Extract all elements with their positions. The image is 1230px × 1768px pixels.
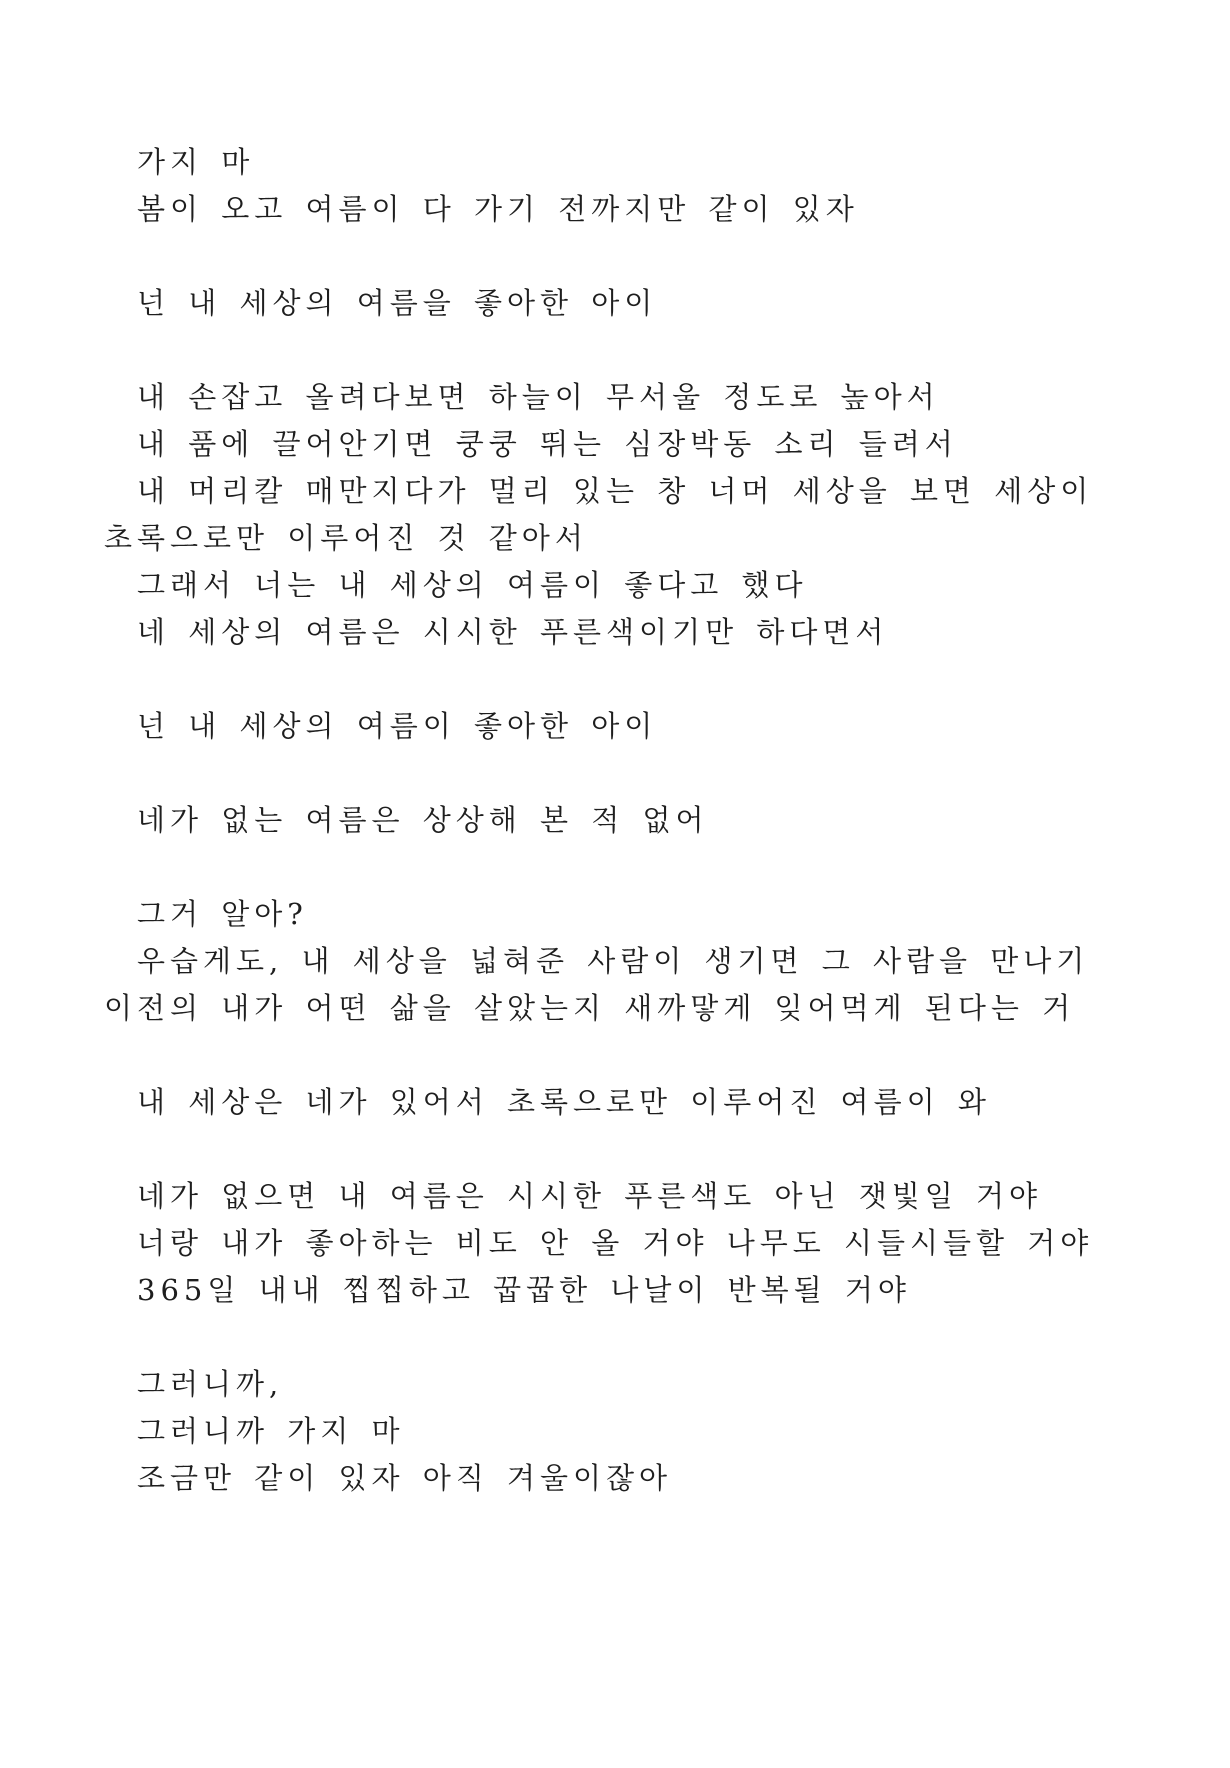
poem-line: 우습게도, 내 세상을 넓혀준 사람이 생기면 그 사람을 만나기 이전의 내가 어떤 삶을 살았는지 새까맣게 잊어먹게 된다는 거 [104, 944, 1090, 1025]
poem-line: 조금만 같이 있자 아직 겨울이잖아 [137, 1461, 673, 1495]
poem-line: 내 품에 끌어안기면 쿵쿵 뛰는 심장박동 소리 들려서 [137, 427, 958, 461]
stanza-break [104, 327, 1134, 374]
stanza-break [104, 1032, 1134, 1079]
stanza-break [104, 1126, 1134, 1173]
stanza-4 [104, 703, 1134, 750]
poem-line: 내 머리칼 매만지다가 멀리 있는 창 너머 세상을 보면 세상이 초록으로만 이루어진 것 같아서 [104, 474, 1094, 555]
stanza-1 [104, 139, 1134, 233]
poem-line: 네가 없는 여름은 상상해 본 적 없어 [137, 803, 709, 837]
poem-line: 봄이 오고 여름이 다 가기 전까지만 같이 있자 [137, 192, 859, 226]
poem-line: 그거 알아? [137, 897, 308, 931]
poem-line: 네가 없으면 내 여름은 시시한 푸른색도 아닌 잿빛일 거야 [137, 1179, 1043, 1213]
poem-line: 너랑 내가 좋아하는 비도 안 올 거야 나무도 시들시들할 거야 [137, 1226, 1094, 1260]
stanza-6 [104, 891, 1134, 1032]
stanza-break [104, 656, 1134, 703]
stanza-5 [104, 797, 1134, 844]
stanza-break [104, 1314, 1134, 1361]
poem-line: 그러니까, [137, 1367, 284, 1401]
stanza-2 [104, 280, 1134, 327]
stanza-9 [104, 1361, 1134, 1502]
stanza-7 [104, 1079, 1134, 1126]
poem-line: 내 손잡고 올려다보면 하늘이 무서울 정도로 높아서 [137, 380, 940, 414]
poem-line: 가지 마 [137, 145, 255, 179]
poem-line: 그러니까 가지 마 [137, 1414, 405, 1448]
stanza-break [104, 750, 1134, 797]
stanza-8 [104, 1173, 1134, 1314]
stanza-break [104, 844, 1134, 891]
poem-line: 네 세상의 여름은 시시한 푸른색이기만 하다면서 [137, 615, 889, 649]
poem-line: 그래서 너는 내 세상의 여름이 좋다고 했다 [137, 568, 808, 602]
poem-line: 내 세상은 네가 있어서 초록으로만 이루어진 여름이 와 [137, 1085, 991, 1119]
poem-line: 365일 내내 찝찝하고 꿉꿉한 나날이 반복될 거야 [137, 1273, 911, 1307]
stanza-3 [104, 374, 1134, 656]
stanza-break [104, 233, 1134, 280]
poem-body [104, 139, 1134, 1502]
poem-line: 넌 내 세상의 여름이 좋아한 아이 [137, 709, 658, 743]
poem-line: 넌 내 세상의 여름을 좋아한 아이 [137, 286, 658, 320]
